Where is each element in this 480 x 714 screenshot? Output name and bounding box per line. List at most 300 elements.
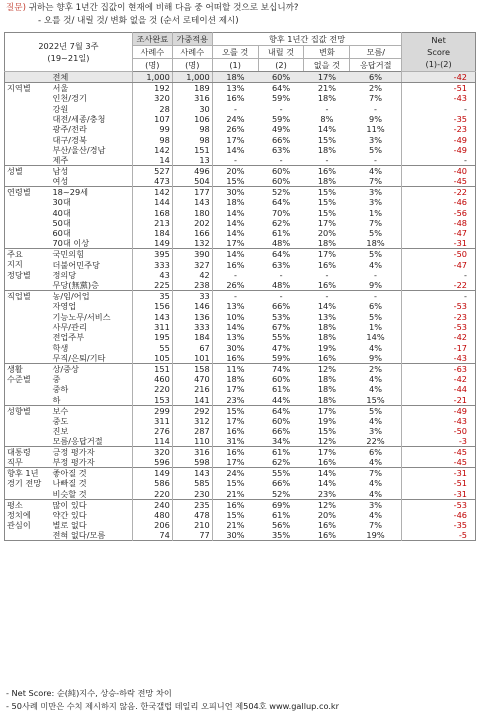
row-fall-pct: - [279, 155, 283, 166]
row-category: 정당별 [5, 270, 49, 280]
row-weighted-count: 132 [172, 238, 212, 249]
row-net-score: -35 [402, 520, 476, 530]
col-n1-bottom: 사례수 [132, 46, 172, 59]
row-nochange-pct: 12% [304, 499, 350, 510]
row-rise-pct: 15% [212, 478, 258, 488]
row-rise-pct: 16% [212, 93, 258, 103]
row-rise-pct: 17% [212, 416, 258, 426]
row-weighted-count: 98 [172, 124, 212, 134]
row-dk-pct: 3% [369, 134, 383, 145]
row-dk-pct: 7% [350, 468, 402, 479]
row-net-score: -43 [402, 416, 476, 426]
row-label: 약간 있다 [52, 509, 87, 520]
row-rise-pct: - [212, 291, 258, 302]
row-nochange-pct: 16% [317, 352, 337, 363]
row-label: 제주 [52, 155, 69, 166]
row-weighted-count: 327 [172, 259, 212, 269]
row-label: 무직/은퇴/기타 [52, 352, 106, 363]
row-sample-count: 43 [132, 270, 172, 280]
row-fall-pct: 69% [258, 499, 304, 510]
row-sample-count: 240 [132, 499, 172, 510]
table-row [5, 134, 476, 144]
table-row [5, 384, 476, 394]
row-net-score: -17 [402, 343, 476, 353]
row-category: 경기 전망 [5, 478, 49, 488]
row-category [5, 197, 49, 207]
row-fall-pct: 61% [271, 509, 291, 520]
row-fall-pct: - [279, 103, 283, 114]
row-net-score: - [402, 103, 476, 113]
table-row [5, 103, 476, 113]
row-net-score: - [402, 291, 476, 302]
row-category [5, 311, 49, 321]
row-fall-pct: 61% [271, 228, 291, 239]
net-title: Net [431, 35, 446, 45]
row-dk-pct: 3% [369, 197, 383, 208]
row-net-score: -21 [402, 395, 476, 406]
row-fall-pct: 60% [271, 415, 291, 426]
col-nochange-top: 변화 [304, 46, 350, 59]
row-fall-pct: 60% [258, 166, 304, 177]
row-category [5, 301, 49, 311]
row-weighted-count: 1,000 [172, 72, 212, 83]
row-dk-pct: 9% [369, 352, 383, 363]
row-label: 50대 [52, 217, 71, 228]
row-net-score: -51 [402, 478, 476, 488]
row-dk-pct: 4% [369, 384, 383, 395]
row-weighted-count: 141 [172, 395, 212, 406]
row-sample-count: 142 [132, 145, 172, 155]
table-row [5, 520, 476, 530]
row-dk-pct: - [350, 291, 402, 302]
row-label: 인천/경기 [52, 93, 87, 104]
row-fall-pct: 59% [271, 352, 291, 363]
row-net-score: -47 [402, 228, 476, 238]
row-rise-pct: 13% [212, 332, 258, 342]
row-dk-pct: 3% [350, 187, 402, 198]
table-row [5, 530, 476, 541]
row-label: 상/중상 [48, 363, 132, 374]
table-row [5, 353, 476, 364]
row-label: 정의당 [52, 269, 77, 280]
row-category: 대통령 [5, 447, 49, 458]
row-rise-pct: 16% [212, 353, 258, 364]
row-net-score: -48 [402, 218, 476, 228]
table-row [5, 187, 476, 198]
row-sample-count: 28 [132, 103, 172, 113]
row-weighted-count: 287 [172, 426, 212, 436]
row-rise-pct: 13% [212, 301, 258, 311]
row-fall-pct: 66% [271, 426, 291, 437]
table-row [5, 343, 476, 353]
row-rise-pct: 17% [212, 238, 258, 249]
row-nochange-pct: 19% [317, 342, 337, 353]
row-dk-pct: 4% [369, 488, 383, 499]
row-category [5, 416, 49, 426]
row-dk-pct: 6% [350, 72, 402, 83]
row-label: 국민의힘 [48, 249, 132, 260]
row-weighted-count: 333 [172, 322, 212, 332]
row-dk-pct: 4% [369, 415, 383, 426]
row-weighted-count: 101 [172, 353, 212, 364]
row-rise-pct: 16% [212, 499, 258, 510]
row-fall-pct: 35% [271, 530, 291, 541]
row-label: 중도 [52, 415, 69, 426]
row-fall-pct: 34% [271, 436, 291, 447]
row-nochange-pct: 13% [317, 311, 337, 322]
row-weighted-count: 470 [172, 374, 212, 384]
row-label: 긍정 평가자 [48, 447, 132, 458]
row-rise-pct: 24% [212, 468, 258, 479]
row-dk-pct: - [374, 269, 378, 280]
row-sample-count: 276 [132, 426, 172, 436]
row-sample-count: 143 [132, 311, 172, 321]
row-category [5, 343, 49, 353]
row-category [5, 395, 49, 406]
row-fall-pct: 48% [271, 238, 291, 249]
row-category: 평소 [5, 499, 49, 510]
net-formula: (1)-(2) [425, 59, 452, 69]
row-net-score: -31 [402, 238, 476, 249]
row-weighted-count: 13 [172, 155, 212, 166]
row-sample-count: 142 [132, 187, 172, 198]
row-sample-count: 192 [132, 83, 172, 94]
row-label: 부산/울산/경남 [52, 144, 106, 155]
row-weighted-count: 238 [172, 280, 212, 291]
row-label: 30대 [52, 197, 71, 208]
row-category [5, 124, 49, 134]
row-nochange-pct: 18% [317, 144, 337, 155]
row-rise-pct: 16% [212, 259, 258, 269]
row-label: 사무/관리 [52, 321, 87, 332]
col-n1-top: 조사완료 [132, 33, 172, 46]
table-row [5, 228, 476, 238]
col-fall-num: (2) [258, 59, 304, 72]
row-label: 모름/응답거절 [52, 436, 103, 447]
row-sample-count: 149 [132, 238, 172, 249]
row-nochange-pct: - [325, 269, 329, 280]
row-dk-pct: 2% [350, 83, 402, 94]
row-sample-count: 311 [132, 322, 172, 332]
row-nochange-pct: 18% [317, 238, 337, 249]
row-sample-count: 14 [132, 155, 172, 166]
row-sample-count: 480 [132, 510, 172, 520]
row-label: 70대 이상 [52, 238, 90, 249]
row-sample-count: 195 [132, 332, 172, 342]
group-header: 향후 1년간 집값 전망 [212, 33, 401, 46]
row-net-score: -42 [402, 72, 476, 83]
table-row [5, 332, 476, 342]
row-label: 중 [52, 374, 61, 385]
row-fall-pct: - [258, 291, 304, 302]
row-dk-pct: 19% [366, 530, 385, 541]
row-fall-pct: 61% [271, 384, 291, 395]
row-fall-pct: 44% [271, 394, 291, 405]
row-fall-pct: 64% [258, 83, 304, 94]
row-label: 60대 [52, 228, 71, 239]
row-sample-count: 586 [132, 478, 172, 488]
row-fall-pct: 48% [271, 280, 291, 291]
row-weighted-count: 585 [172, 478, 212, 488]
row-dk-pct: 5% [369, 144, 383, 155]
row-sample-count: 206 [132, 520, 172, 530]
table-row [5, 457, 476, 468]
row-weighted-count: 166 [172, 228, 212, 238]
row-net-score: -43 [402, 353, 476, 364]
row-label: 보수 [48, 405, 132, 416]
row-sample-count: 527 [132, 166, 172, 177]
row-dk-pct: 3% [350, 499, 402, 510]
row-net-score: -31 [402, 489, 476, 500]
row-nochange-pct: 20% [317, 228, 337, 239]
row-weighted-count: 110 [172, 436, 212, 447]
row-fall-pct: 63% [271, 144, 291, 155]
row-fall-pct: 60% [271, 176, 291, 187]
net-score-header [402, 33, 476, 72]
table-row [5, 124, 476, 134]
row-nochange-pct: 17% [304, 447, 350, 458]
row-category: 관심이 [5, 520, 49, 530]
row-fall-pct: 55% [271, 332, 291, 343]
row-label: 18~29세 [48, 187, 132, 198]
row-nochange-pct: 16% [317, 280, 337, 291]
row-weighted-count: 177 [172, 187, 212, 198]
row-rise-pct: 17% [212, 384, 258, 394]
row-net-score: -49 [402, 145, 476, 155]
row-label: 40대 [52, 207, 71, 218]
row-sample-count: 1,000 [132, 72, 172, 83]
row-category: 지역별 [5, 83, 49, 94]
row-nochange-pct: 14% [317, 478, 337, 489]
results-table [4, 32, 476, 541]
row-fall-pct: 64% [258, 405, 304, 416]
row-net-score: -22 [402, 280, 476, 291]
row-weighted-count: 184 [172, 332, 212, 342]
row-net-score: -42 [402, 374, 476, 384]
col-nochange-bottom: 없을 것 [304, 59, 350, 72]
row-nochange-pct: 15% [304, 187, 350, 198]
row-fall-pct: 70% [271, 207, 291, 218]
row-nochange-pct: - [304, 291, 350, 302]
row-nochange-pct: 16% [317, 520, 337, 531]
row-dk-pct: 4% [369, 478, 383, 489]
row-dk-pct: 4% [350, 166, 402, 177]
row-rise-pct: 16% [212, 447, 258, 458]
row-dk-pct: 4% [369, 509, 383, 520]
row-category: 향후 1년 [5, 468, 49, 479]
row-weighted-count: 496 [172, 166, 212, 177]
row-label: 전혀 없다/모름 [52, 530, 106, 541]
row-fall-pct: 67% [271, 321, 291, 332]
row-rise-pct: 14% [212, 249, 258, 260]
col-dk-top: 모름/ [350, 46, 402, 59]
row-sample-count: 460 [132, 374, 172, 384]
row-fall-pct: - [279, 269, 283, 280]
row-nochange-pct: 16% [304, 166, 350, 177]
row-dk-pct: - [374, 103, 378, 114]
row-weighted-count: 316 [172, 93, 212, 103]
row-nochange-pct: 15% [317, 134, 337, 145]
row-nochange-pct: - [325, 155, 329, 166]
row-rise-pct: 18% [212, 374, 258, 384]
row-weighted-count: 151 [172, 145, 212, 155]
row-fall-pct: 47% [271, 342, 291, 353]
row-fall-pct: 53% [271, 311, 291, 322]
row-sample-count: 395 [132, 249, 172, 260]
table-row [5, 447, 476, 458]
row-sample-count: 168 [132, 207, 172, 217]
row-dk-pct: 5% [369, 228, 383, 239]
col-rise-num: (1) [212, 59, 258, 72]
row-label: 많이 있다 [48, 499, 132, 510]
row-weighted-count: 216 [172, 384, 212, 394]
row-nochange-pct: 15% [317, 197, 337, 208]
col-n2-top: 가중적용 [172, 33, 212, 46]
row-label: 대구/경북 [52, 134, 87, 145]
row-net-score: - [402, 155, 476, 166]
row-net-score: -45 [402, 457, 476, 468]
row-weighted-count: 316 [172, 447, 212, 458]
row-rise-pct: 26% [212, 280, 258, 291]
row-net-score: -35 [402, 114, 476, 124]
row-weighted-count: 42 [172, 270, 212, 280]
row-nochange-pct: 14% [317, 124, 337, 135]
row-dk-pct: 7% [369, 520, 383, 531]
row-net-score: -50 [402, 426, 476, 436]
row-category [5, 426, 49, 436]
row-nochange-pct: 12% [317, 436, 337, 447]
row-nochange-pct: 16% [317, 457, 337, 468]
row-category [5, 228, 49, 238]
row-net-score: -53 [402, 499, 476, 510]
col-fall: 내릴 것 [258, 46, 304, 59]
row-category: 직업별 [5, 291, 49, 302]
table-row [5, 416, 476, 426]
row-rise-pct: 15% [212, 176, 258, 187]
row-sample-count: 311 [132, 416, 172, 426]
row-sample-count: 105 [132, 353, 172, 364]
row-dk-pct: 7% [369, 176, 383, 187]
row-dk-pct: 4% [369, 457, 383, 468]
table-row [5, 426, 476, 436]
row-net-score: - [402, 270, 476, 280]
row-nochange-pct: 23% [317, 488, 337, 499]
row-sample-count: 55 [132, 343, 172, 353]
row-rise-pct: 17% [212, 134, 258, 144]
row-net-score: -49 [402, 405, 476, 416]
row-rise-pct: 18% [212, 72, 258, 83]
row-net-score: -53 [402, 301, 476, 311]
row-rise-pct: 15% [212, 405, 258, 416]
row-weighted-count: 30 [172, 103, 212, 113]
row-sample-count: 220 [132, 489, 172, 500]
table-row [5, 405, 476, 416]
row-fall-pct: 66% [271, 478, 291, 489]
row-net-score: -49 [402, 134, 476, 144]
col-rise: 오를 것 [212, 46, 258, 59]
table-row [5, 238, 476, 249]
row-sample-count: 99 [132, 124, 172, 134]
col-n2-bottom: 사례수 [172, 46, 212, 59]
row-rise-pct: 14% [212, 322, 258, 332]
row-label: 학생 [52, 342, 69, 353]
table-row [5, 166, 476, 177]
row-category: 정치에 [5, 510, 49, 520]
row-net-score: -3 [402, 436, 476, 447]
row-net-score: -22 [402, 187, 476, 198]
row-rise-pct: 23% [212, 395, 258, 406]
table-row [5, 395, 476, 406]
row-weighted-count: 106 [172, 114, 212, 124]
row-label: 강원 [52, 103, 69, 114]
row-fall-pct: 64% [258, 249, 304, 260]
row-dk-pct: - [374, 155, 378, 166]
row-fall-pct: 64% [271, 197, 291, 208]
row-category [5, 207, 49, 217]
row-fall-pct: 59% [271, 93, 291, 104]
table-row [5, 207, 476, 217]
row-category [5, 384, 49, 394]
row-fall-pct: 60% [258, 72, 304, 83]
row-category [5, 218, 49, 228]
row-category [5, 93, 49, 103]
row-nochange-pct: 17% [317, 217, 337, 228]
table-row [5, 489, 476, 500]
row-nochange-pct: 16% [317, 259, 337, 270]
table-row [5, 93, 476, 103]
row-net-score: -53 [402, 322, 476, 332]
row-net-score: -44 [402, 384, 476, 394]
row-net-score: -50 [402, 249, 476, 260]
row-sample-count: 149 [132, 468, 172, 479]
row-sample-count: 220 [132, 384, 172, 394]
table-row [5, 176, 476, 187]
row-rise-pct: 14% [212, 145, 258, 155]
row-label: 서울 [48, 83, 132, 94]
row-fall-pct: 60% [271, 374, 291, 385]
table-row [5, 301, 476, 311]
row-net-score: -51 [402, 83, 476, 94]
row-category [5, 72, 49, 83]
row-nochange-pct: 16% [317, 530, 337, 541]
row-weighted-count: 33 [172, 291, 212, 302]
row-weighted-count: 77 [172, 530, 212, 541]
table-row [5, 322, 476, 332]
row-label: 농/임/어업 [48, 291, 132, 302]
row-nochange-pct: 14% [317, 301, 337, 312]
question-line [6, 2, 299, 14]
row-rise-pct: 10% [212, 311, 258, 321]
row-sample-count: 184 [132, 228, 172, 238]
row-weighted-count: 292 [172, 405, 212, 416]
table-row [5, 291, 476, 302]
row-category [5, 280, 49, 291]
row-nochange-pct: 18% [317, 93, 337, 104]
row-sample-count: 299 [132, 405, 172, 416]
row-nochange-pct: 17% [304, 405, 350, 416]
row-nochange-pct: 18% [317, 321, 337, 332]
row-category [5, 155, 49, 166]
row-dk-pct: 2% [350, 363, 402, 374]
row-label: 나빠질 것 [52, 478, 87, 489]
row-rise-pct: 20% [212, 166, 258, 177]
table-row [5, 83, 476, 94]
row-weighted-count: 158 [172, 363, 212, 374]
row-weighted-count: 180 [172, 207, 212, 217]
row-rise-pct: - [212, 270, 258, 280]
row-rise-pct: 14% [212, 207, 258, 217]
table-row [5, 280, 476, 291]
